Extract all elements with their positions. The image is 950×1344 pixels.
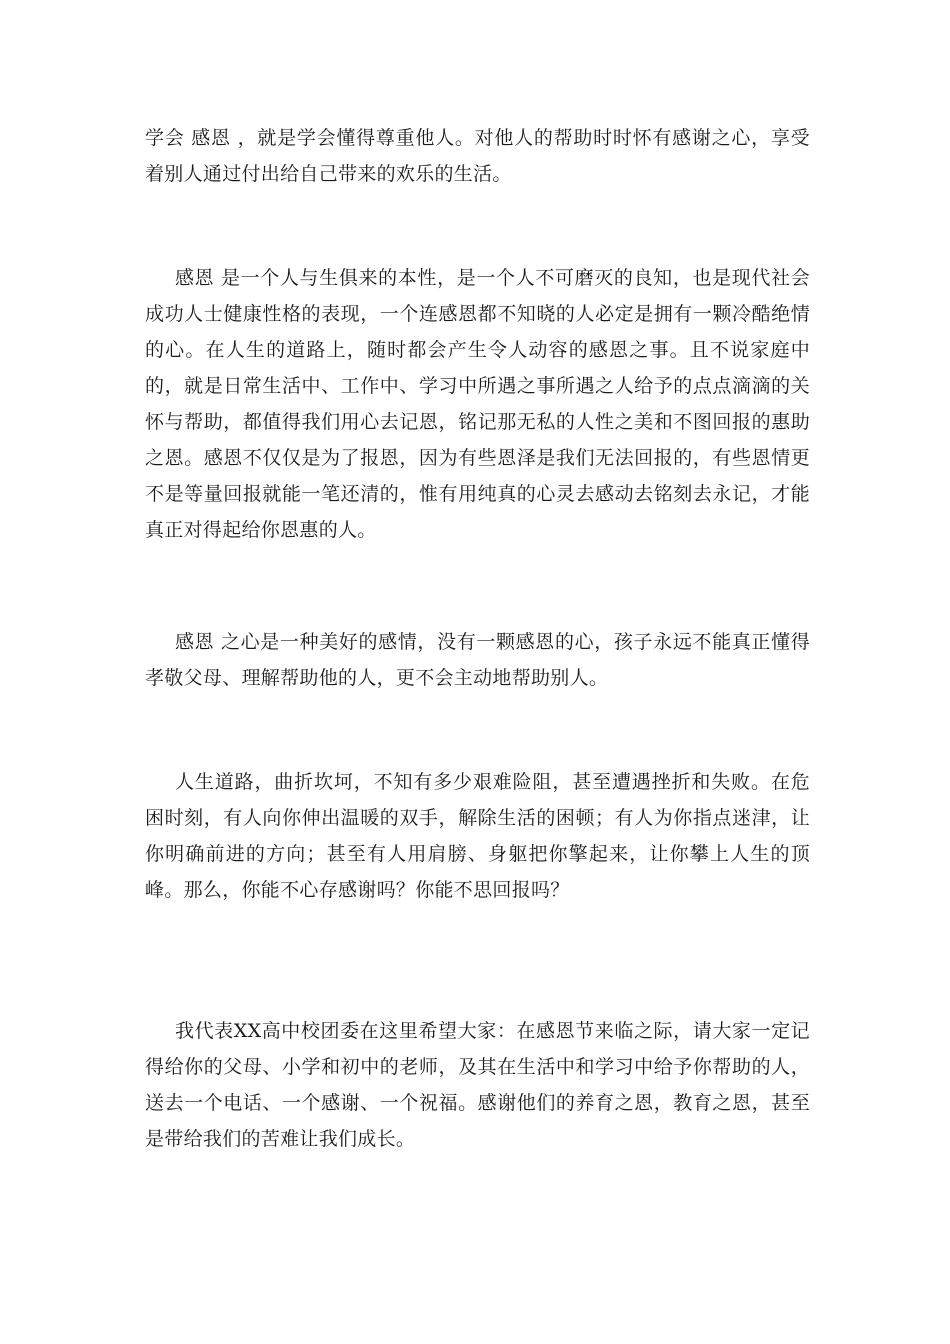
paragraph-3: 感恩 之心是一种美好的感情，没有一颗感恩的心，孩子永远不能真正懂得孝敬父母、理解帮助他的人，更不会主动地帮助别人。 [145, 631, 810, 689]
paragraph-5: 我代表XX高中校团委在这里希望大家：在感恩节来临之际，请大家一定记得给你的父母、小学和初中的老师，及其在生活中和学习中给予你帮助的人，送去一个电话、一个感谢、一个祝福。感谢他们的养育之恩，教育之恩，甚至是带给我们的苦难让我们成长。 [145, 1020, 810, 1150]
paragraph-4: 人生道路，曲折坎坷，不知有多少艰难险阻，甚至遭遇挫折和失败。在危困时刻，有人向你伸出温暖的双手，解除生活的困顿；有人为你指点迷津，让你明确前进的方向；甚至有人用肩膀、身躯把你擎起来，让你攀上人生的顶峰。那么，你能不心存感谢吗？你能不思回报吗？ [145, 771, 810, 901]
paragraph-2: 感恩 是一个人与生俱来的本性，是一个人不可磨灭的良知，也是现代社会成功人士健康性格的表现，一个连感恩都不知晓的人必定是拥有一颗冷酷绝情的心。在人生的道路上，随时都会产生令人动容的感恩之事。且不说家庭中的，就是日常生活中、工作中、学习中所遇之事所遇之人给予的点点滴滴的关怀与帮助，都值得我们用心去记恩，铭记那无私的人性之美和不图回报的惠助之恩。感恩不仅仅是为了报恩，因为有些恩泽是我们无法回报的，有些恩情更不是等量回报就能一笔还清的，惟有用纯真的心灵去感动去铭刻去永记，才能真正对得起给你恩惠的人。 [145, 267, 810, 541]
paragraph-1: 学会 感恩 ，就是学会懂得尊重他人。对他人的帮助时时怀有感谢之心，享受着别人通过付出给自己带来的欢乐的生活。 [145, 127, 810, 185]
